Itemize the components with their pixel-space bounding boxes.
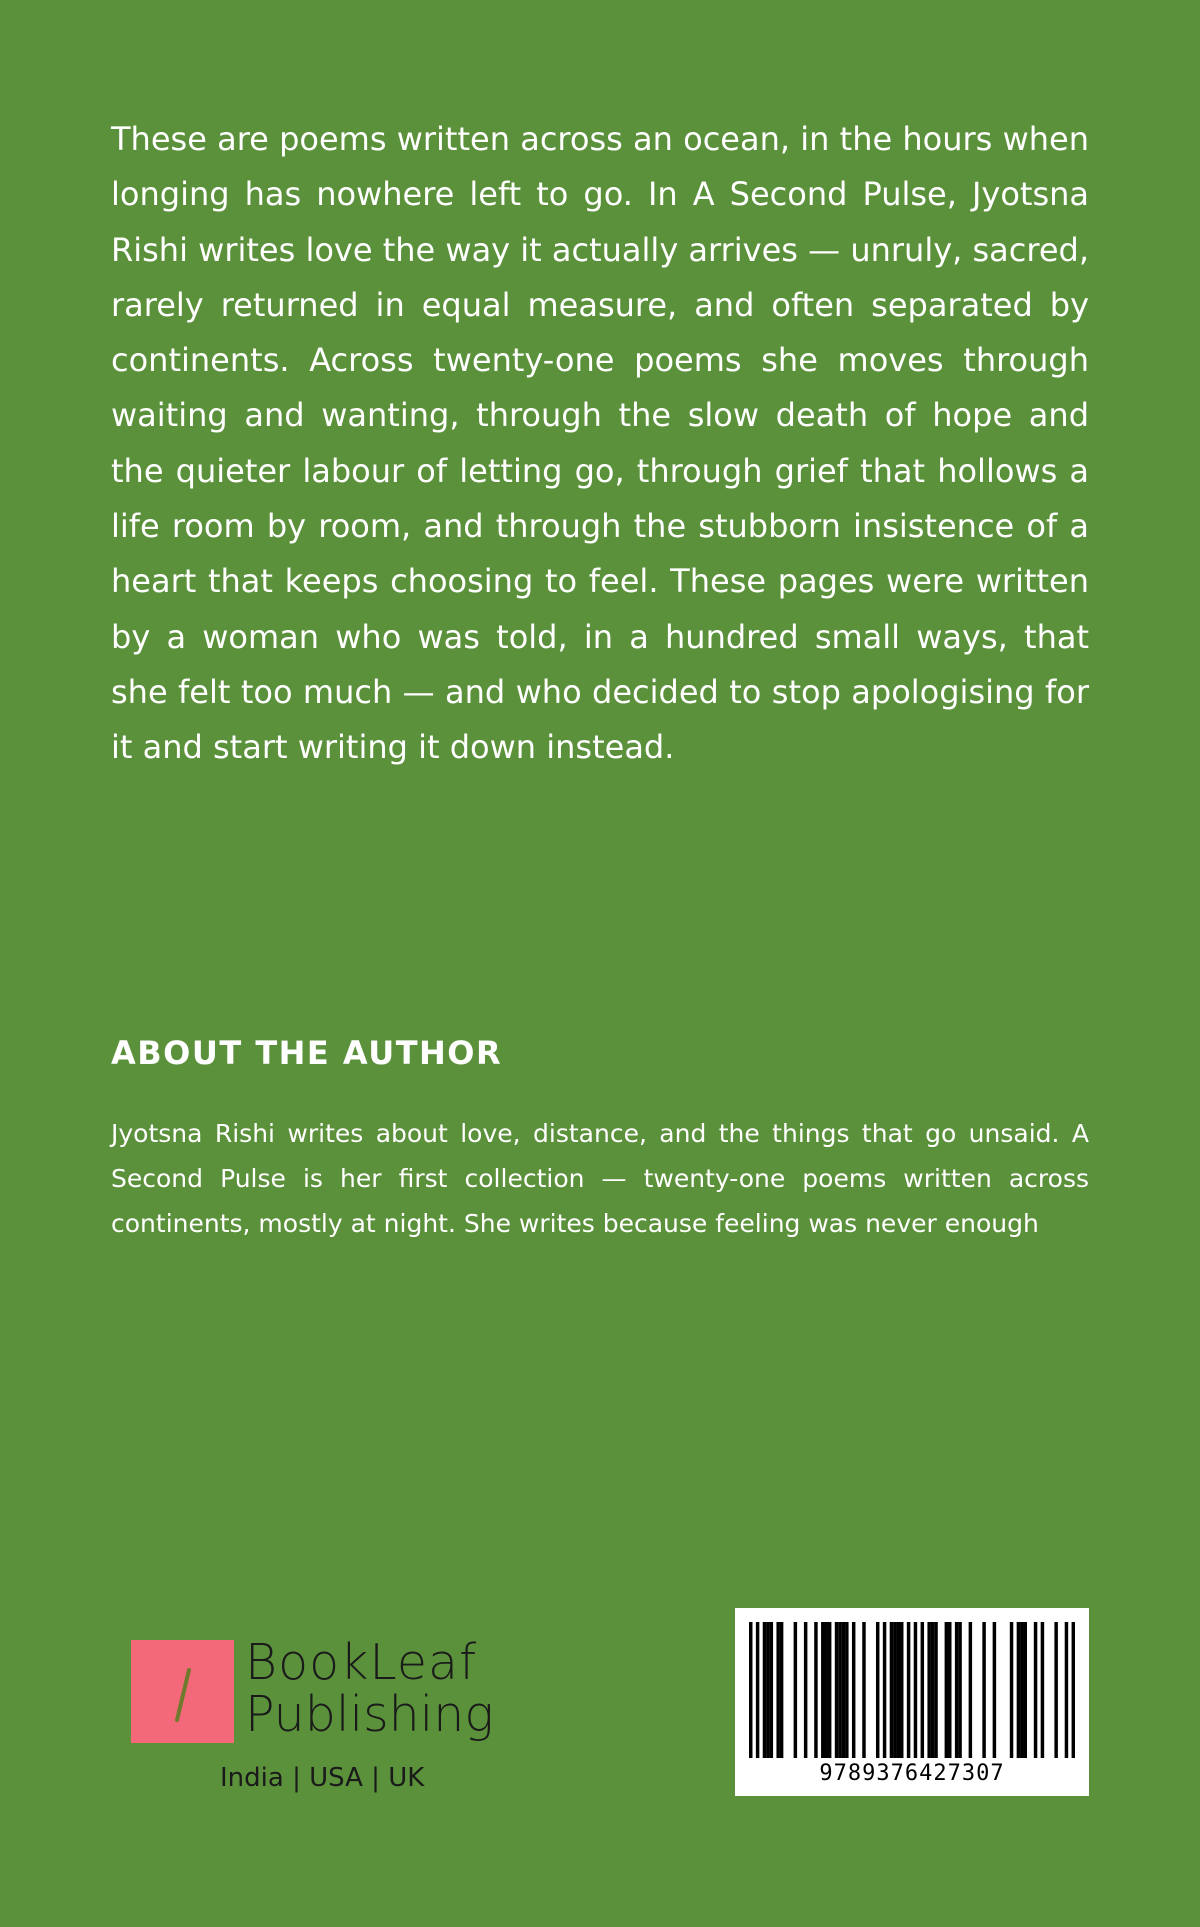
barcode-bar [821, 1622, 824, 1758]
barcode-bar [1041, 1622, 1044, 1758]
barcode-bar [958, 1622, 961, 1758]
barcode-bar [948, 1622, 951, 1758]
barcode-bars-icon [749, 1622, 1075, 1758]
barcode-bar [955, 1622, 958, 1758]
about-author-text: Jyotsna Rishi writes about love, distance, and the things that go unsaid. A Second Pulse is her first collection — twenty-one poems written across continents, mostly at night. She writes because feeling was never enough [111, 1119, 1089, 1238]
barcode-bar [931, 1622, 934, 1758]
barcode-bar [835, 1622, 838, 1758]
barcode-bar [862, 1622, 865, 1758]
barcode-bar [852, 1622, 855, 1758]
publisher-logo-block [131, 1634, 531, 1797]
barcode-bar [749, 1622, 752, 1758]
barcode-bar [780, 1622, 783, 1758]
barcode-bar [845, 1622, 848, 1758]
barcode-bar [776, 1622, 779, 1758]
barcode-bar [1034, 1622, 1037, 1758]
barcode-bar [907, 1622, 910, 1758]
barcode-bar [883, 1622, 886, 1758]
barcode-bar [756, 1622, 759, 1758]
bookleaf-logo-icon [131, 1640, 234, 1743]
barcode-bar [842, 1622, 845, 1758]
barcode-bar [828, 1622, 831, 1758]
barcode-bar [1017, 1622, 1020, 1758]
isbn-barcode [735, 1608, 1089, 1796]
publisher-locations: India | USA | UK [220, 1763, 425, 1793]
barcode-bar [1065, 1622, 1068, 1758]
barcode-bar [969, 1622, 972, 1758]
publisher-name-line2: Publishing [245, 1686, 494, 1743]
barcode-bar [945, 1622, 948, 1758]
barcode-bar [1020, 1622, 1023, 1758]
barcode-bar [876, 1622, 879, 1758]
barcode-bar [804, 1622, 807, 1758]
barcode-bar [893, 1622, 896, 1758]
barcode-bar [993, 1622, 996, 1758]
barcode-bar [824, 1622, 827, 1758]
barcode-bar [921, 1622, 924, 1758]
barcode-bar [914, 1622, 917, 1758]
barcode-bar [1072, 1622, 1075, 1758]
barcode-bar [770, 1622, 773, 1758]
barcode-bar [766, 1622, 769, 1758]
barcode-bar [982, 1622, 985, 1758]
barcode-bar [838, 1622, 841, 1758]
barcode-bar [927, 1622, 930, 1758]
barcode-bar [763, 1622, 766, 1758]
barcode-bar [1054, 1622, 1057, 1758]
publisher-name-line1: BookLeaf [245, 1634, 478, 1691]
barcode-bar [1010, 1622, 1013, 1758]
barcode-bar [794, 1622, 797, 1758]
barcode-bar [1024, 1622, 1027, 1758]
isbn-number: 9789376427307 [819, 1761, 1005, 1786]
about-author-heading: ABOUT THE AUTHOR [111, 1034, 503, 1072]
barcode-bar [897, 1622, 900, 1758]
back-cover-blurb: These are poems written across an ocean, in the hours when longing has nowhere left to go. In A Second Pulse, Jyotsna Rishi writes love the way it actually arrives — unruly, sacred, rarely returned in equal measure, and often separated by continents. Across twenty-one poems she moves through waiting and wanting, through the slow death of hope and the quieter labour of letting go, through grief that hollows a life room by room, and through the stubborn insistence of a heart that keeps choosing to feel. These pages were written by a woman who was told, in a hundred small ways, that she felt too much — and who decided to stop apologising for it and start writing it down instead. [111, 120, 1089, 767]
barcode-bar [890, 1622, 893, 1758]
barcode-bar [814, 1622, 817, 1758]
barcode-bar [900, 1622, 903, 1758]
barcode-bar [934, 1622, 937, 1758]
